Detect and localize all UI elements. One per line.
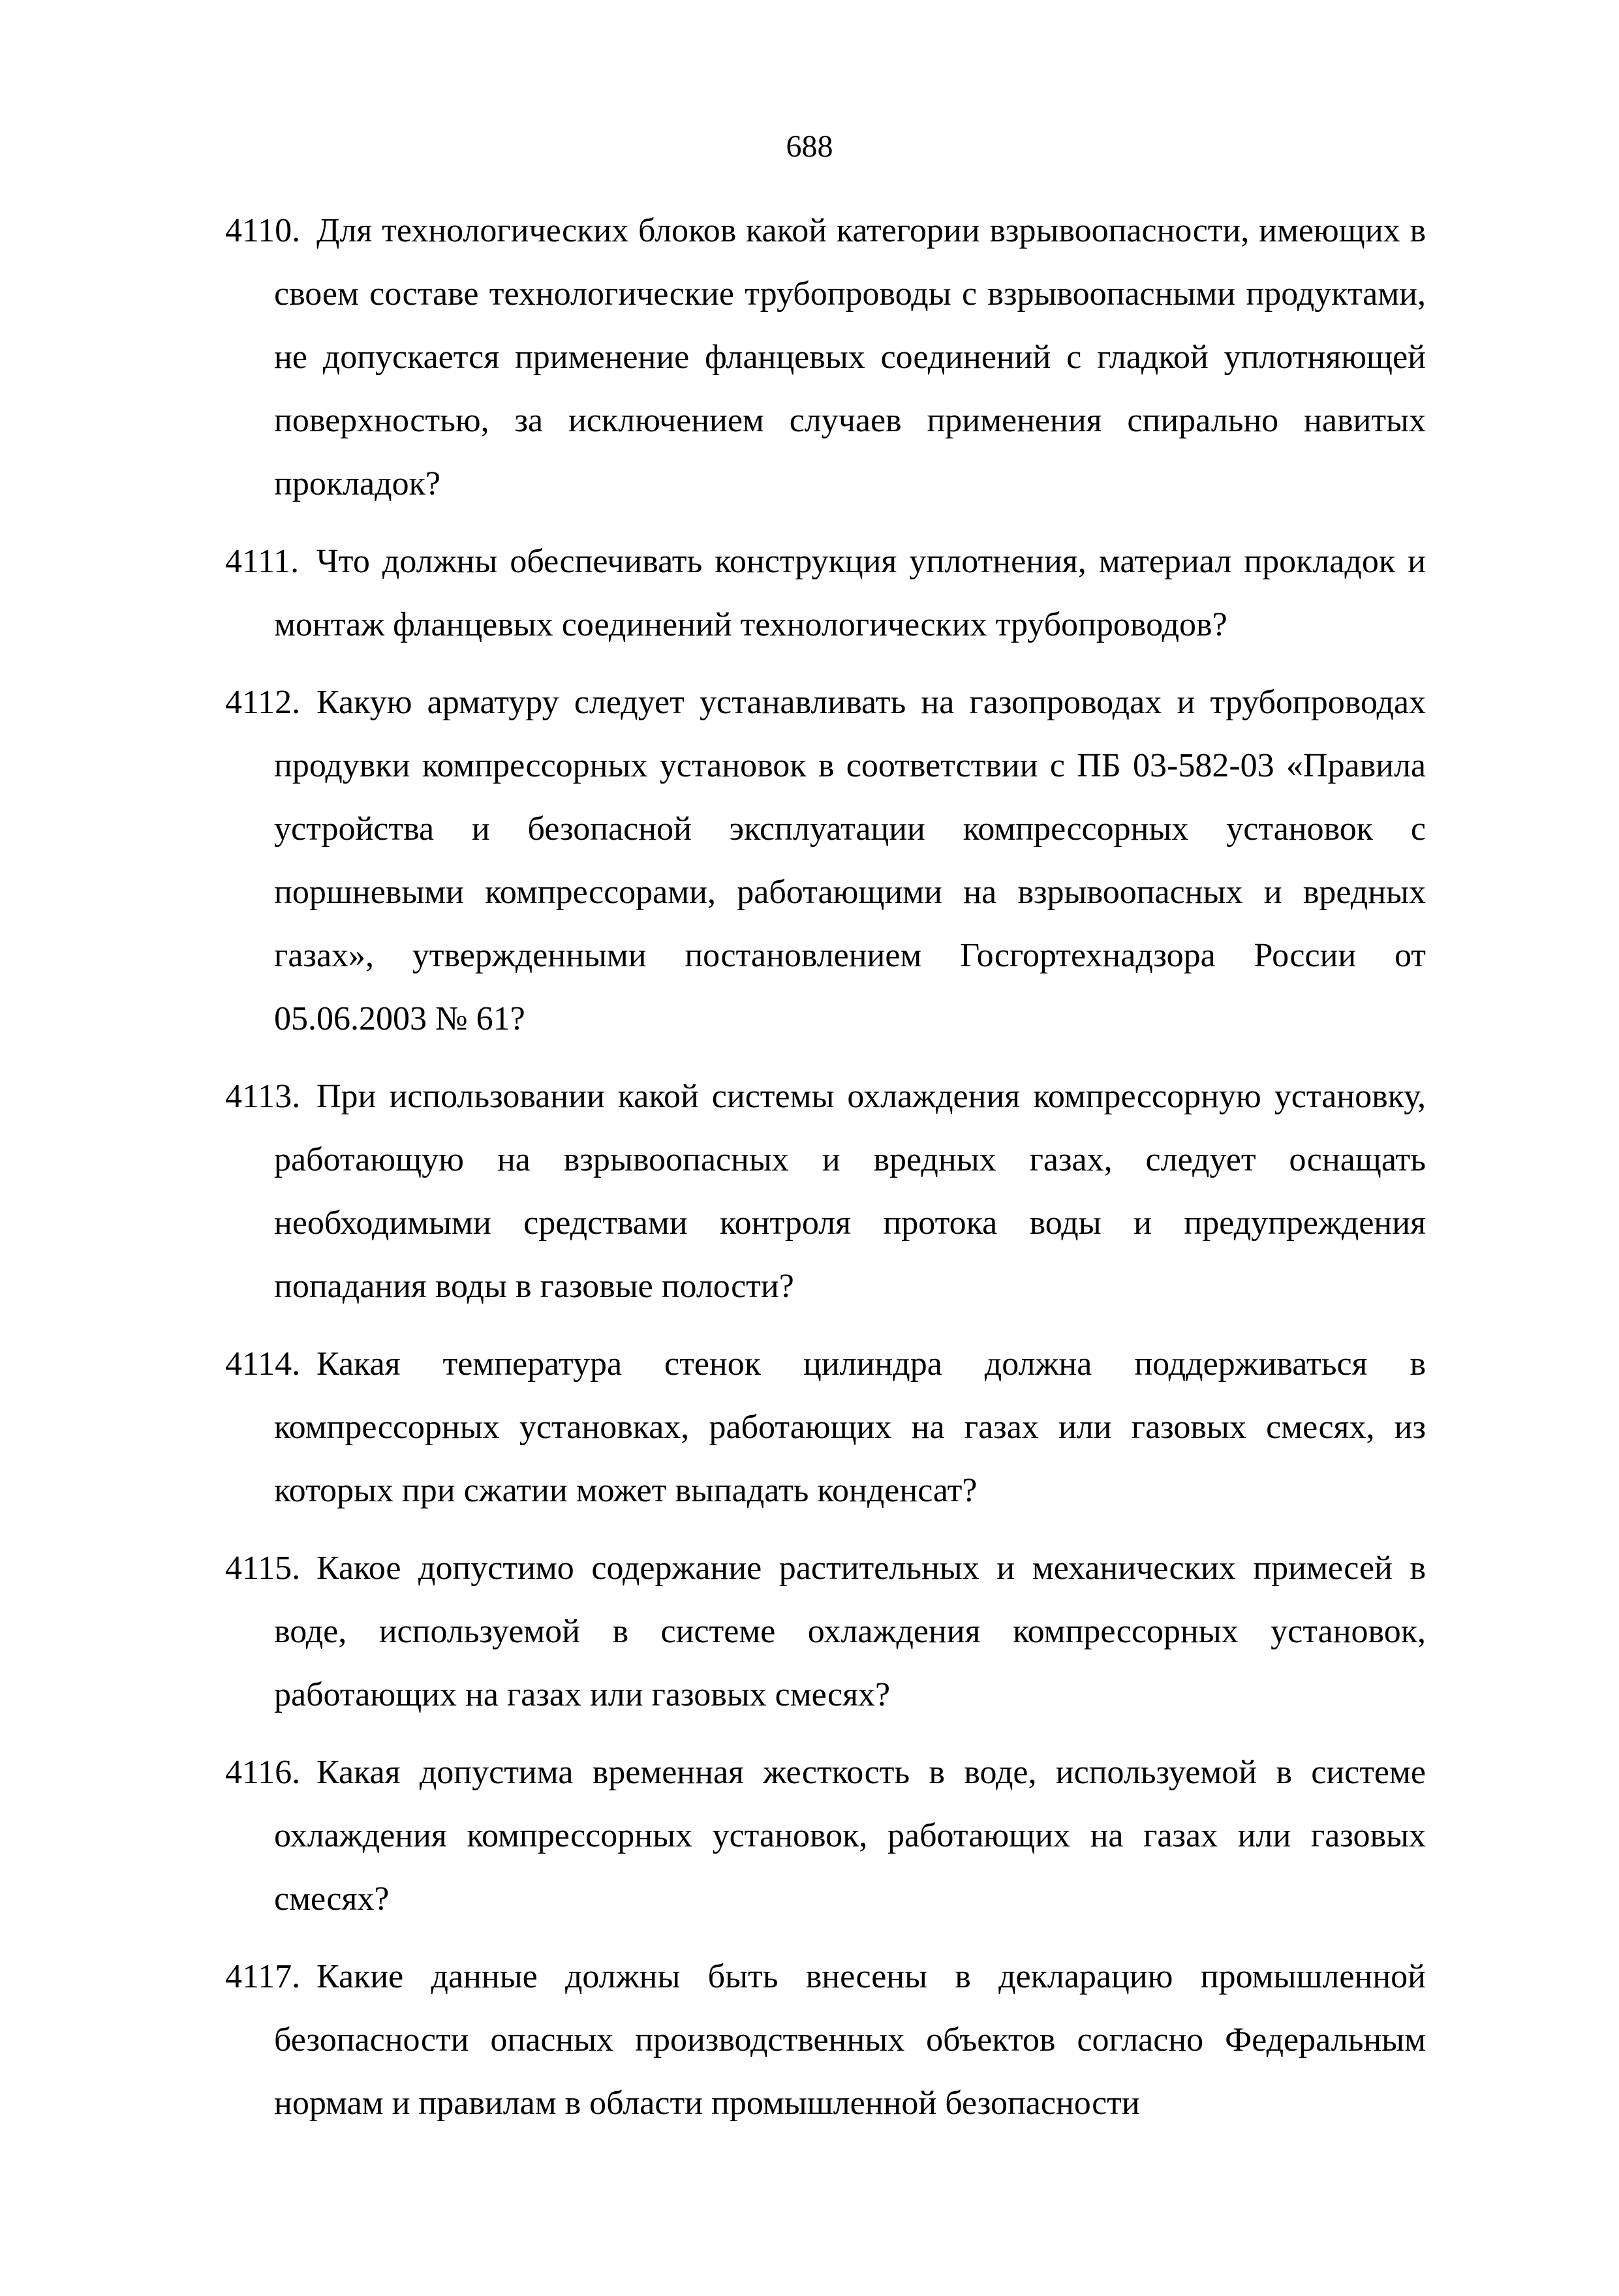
page-number: 688: [786, 129, 833, 164]
question-text: Какие данные должны быть внесены в декларацию промышленной безопасности опасных производственных объектов согласно Федеральным нормам и правилам в области промышленной безопасности: [274, 1958, 1426, 2122]
question-item-4113: [225, 1065, 1426, 1318]
question-item-4114: [225, 1332, 1426, 1522]
question-number: 4114.: [225, 1345, 301, 1383]
question-text: Какая температура стенок цилиндра должна поддерживаться в компрессорных установках, работающих на газах или газовых смесях, из которых при сжатии может выпадать конденсат?: [274, 1345, 1426, 1509]
question-text: Для технологических блоков какой категории взрывоопасности, имеющих в своем составе технологические трубопроводы с взрывоопасными продуктами, не допускается применение фланцевых соединений с гладкой уплотняющей поверхностью, за исключением случаев применения спирально навитых прокладок?: [274, 212, 1426, 502]
question-list: [225, 199, 1426, 2149]
question-number: 4115.: [225, 1550, 301, 1587]
question-item-4112: [225, 671, 1426, 1050]
question-text: При использовании какой системы охлаждения компрессорную установку, работающую на взрывоопасных и вредных газах, следует оснащать необходимыми средствами контроля протока воды и предупреждения попадания воды в газовые полости?: [274, 1078, 1426, 1305]
question-item-4110: [225, 199, 1426, 515]
question-item-4117: [225, 1945, 1426, 2135]
question-item-4111: [225, 530, 1426, 656]
question-text: Что должны обеспечивать конструкция уплотнения, материал прокладок и монтаж фланцевых соединений технологических трубопроводов?: [274, 543, 1426, 643]
question-number: 4117.: [225, 1958, 301, 1995]
question-number: 4116.: [225, 1754, 301, 1791]
question-text: Какая допустима временная жесткость в воде, используемой в системе охлаждения компрессорных установок, работающих на газах или газовых смесях?: [274, 1754, 1426, 1918]
question-number: 4112.: [225, 684, 301, 721]
question-number: 4110.: [225, 212, 301, 249]
question-text: Какое допустимо содержание растительных и механических примесей в воде, используемой в системе охлаждения компрессорных установок, работающих на газах или газовых смесях?: [274, 1550, 1426, 1713]
question-item-4115: [225, 1537, 1426, 1726]
question-number: 4111.: [225, 543, 300, 580]
question-text: Какую арматуру следует устанавливать на газопроводах и трубопроводах продувки компрессорных установок в соответствии с ПБ 03-582-03 «Правила устройства и безопасной эксплуатации компрессорных установок с поршневыми компрессорами, работающими на взрывоопасных и вредных газах», утвержденными постановлением Госгортехнадзора России от 05.06.2003 № 61?: [274, 684, 1426, 1037]
question-number: 4113.: [225, 1078, 301, 1115]
question-item-4116: [225, 1741, 1426, 1931]
